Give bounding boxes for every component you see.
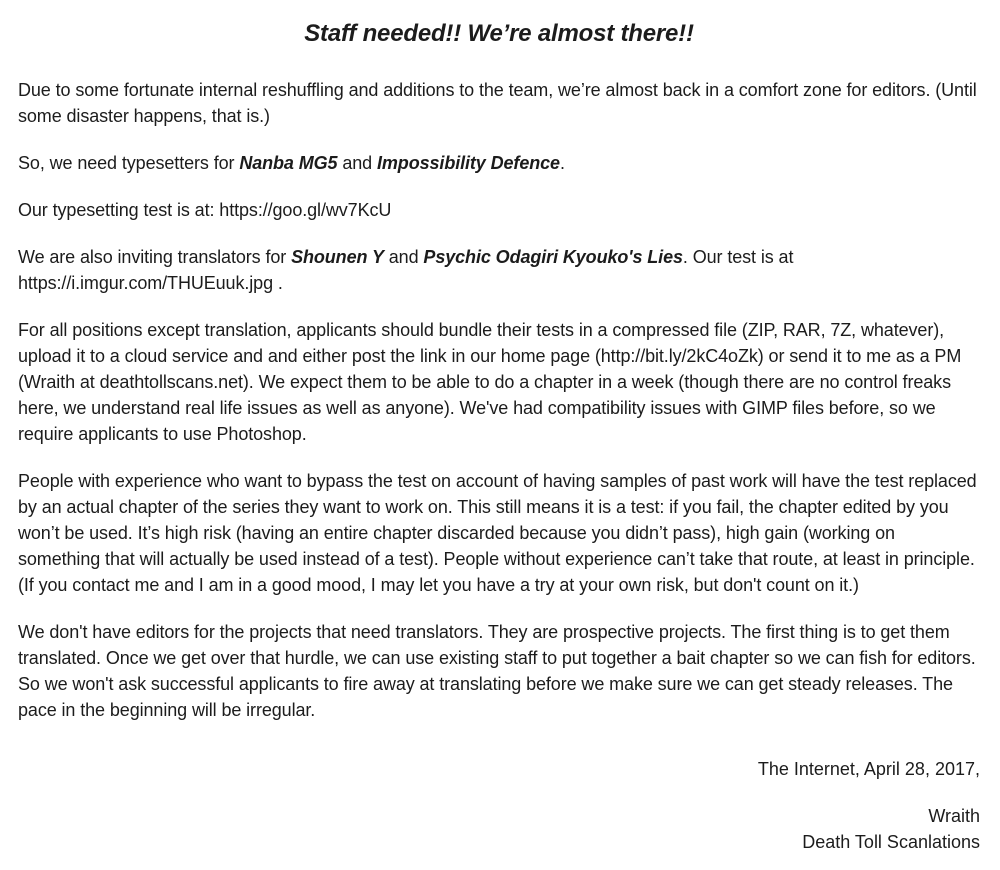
paragraph [18, 317, 980, 447]
paragraph-text: We don't have editors for the projects that need translators. They are prospective projects. The first thing is to get them translated. Once we get over that hurdle, we can use existing staff to put together a bait chapter so we can fish for editors. So we won't ask successful applicants to fire away at translating before we make sure we can get steady releases. The pace in the beginning will be irregular. [18, 622, 976, 720]
signature-group: Death Toll Scanlations [802, 832, 980, 852]
signature-block [18, 756, 980, 855]
series-title: Shounen Y [291, 247, 384, 267]
paragraph-text: For all positions except translation, applicants should bundle their tests in a compressed file (ZIP, RAR, 7Z, whatever), upload it to a cloud service and and either post the link in our home page (http://bit.ly/2kC4oZk) or send it to me as a PM (Wraith at deathtollscans.net). We expect them to be able to do a chapter in a week (though there are no control freaks here, we understand real life issues as well as anyone). We've had compatibility issues with GIMP files before, so we require applicants to use Photoshop. [18, 320, 962, 444]
paragraph-text: People with experience who want to bypass the test on account of having samples of past work will have the test replaced by an actual chapter of the series they want to work on. This still means it is a test: if you fail, the chapter edited by you won’t be used. It’s high risk (having an entire chapter discarded because you didn’t pass), high gain (working on something that will actually be used instead of a test). People without experience can’t take that route, at least in principle. (If you contact me and I am in a good mood, I may let you have a try at your own risk, but don't count on it.) [18, 471, 977, 595]
paragraph-text: . [559, 153, 565, 173]
paragraph-text: So, we need typesetters for [18, 153, 240, 173]
paragraph-text: and [337, 153, 377, 173]
paragraph-text: We are also inviting translators for [18, 247, 292, 267]
notice-body [18, 77, 980, 723]
paragraph-text: Due to some fortunate internal reshuffling and additions to the team, we’re almost back in a comfort zone for editors. (Until some disaster happens, that is.) [18, 80, 977, 126]
paragraph [18, 197, 980, 223]
signature-dateline: The Internet, April 28, 2017, [757, 759, 980, 779]
paragraph [18, 619, 980, 723]
series-title: Nanba MG5 [239, 153, 338, 173]
series-title: Psychic Odagiri Kyouko's Lies [423, 247, 683, 267]
page-title: Staff needed!! We’re almost there!! [304, 20, 694, 47]
paragraph-text: Our typesetting test is at: https://goo.gl/wv7KcU [18, 200, 392, 220]
paragraph [18, 468, 980, 598]
paragraph [18, 150, 980, 176]
signature-name: Wraith [928, 806, 980, 826]
paragraph [18, 77, 980, 129]
series-title: Impossibility Defence [377, 153, 560, 173]
paragraph [18, 244, 980, 296]
paragraph-text: . Our test is at https://i.imgur.com/THUEuuk.jpg . [18, 247, 794, 293]
paragraph-text: and [383, 247, 424, 267]
